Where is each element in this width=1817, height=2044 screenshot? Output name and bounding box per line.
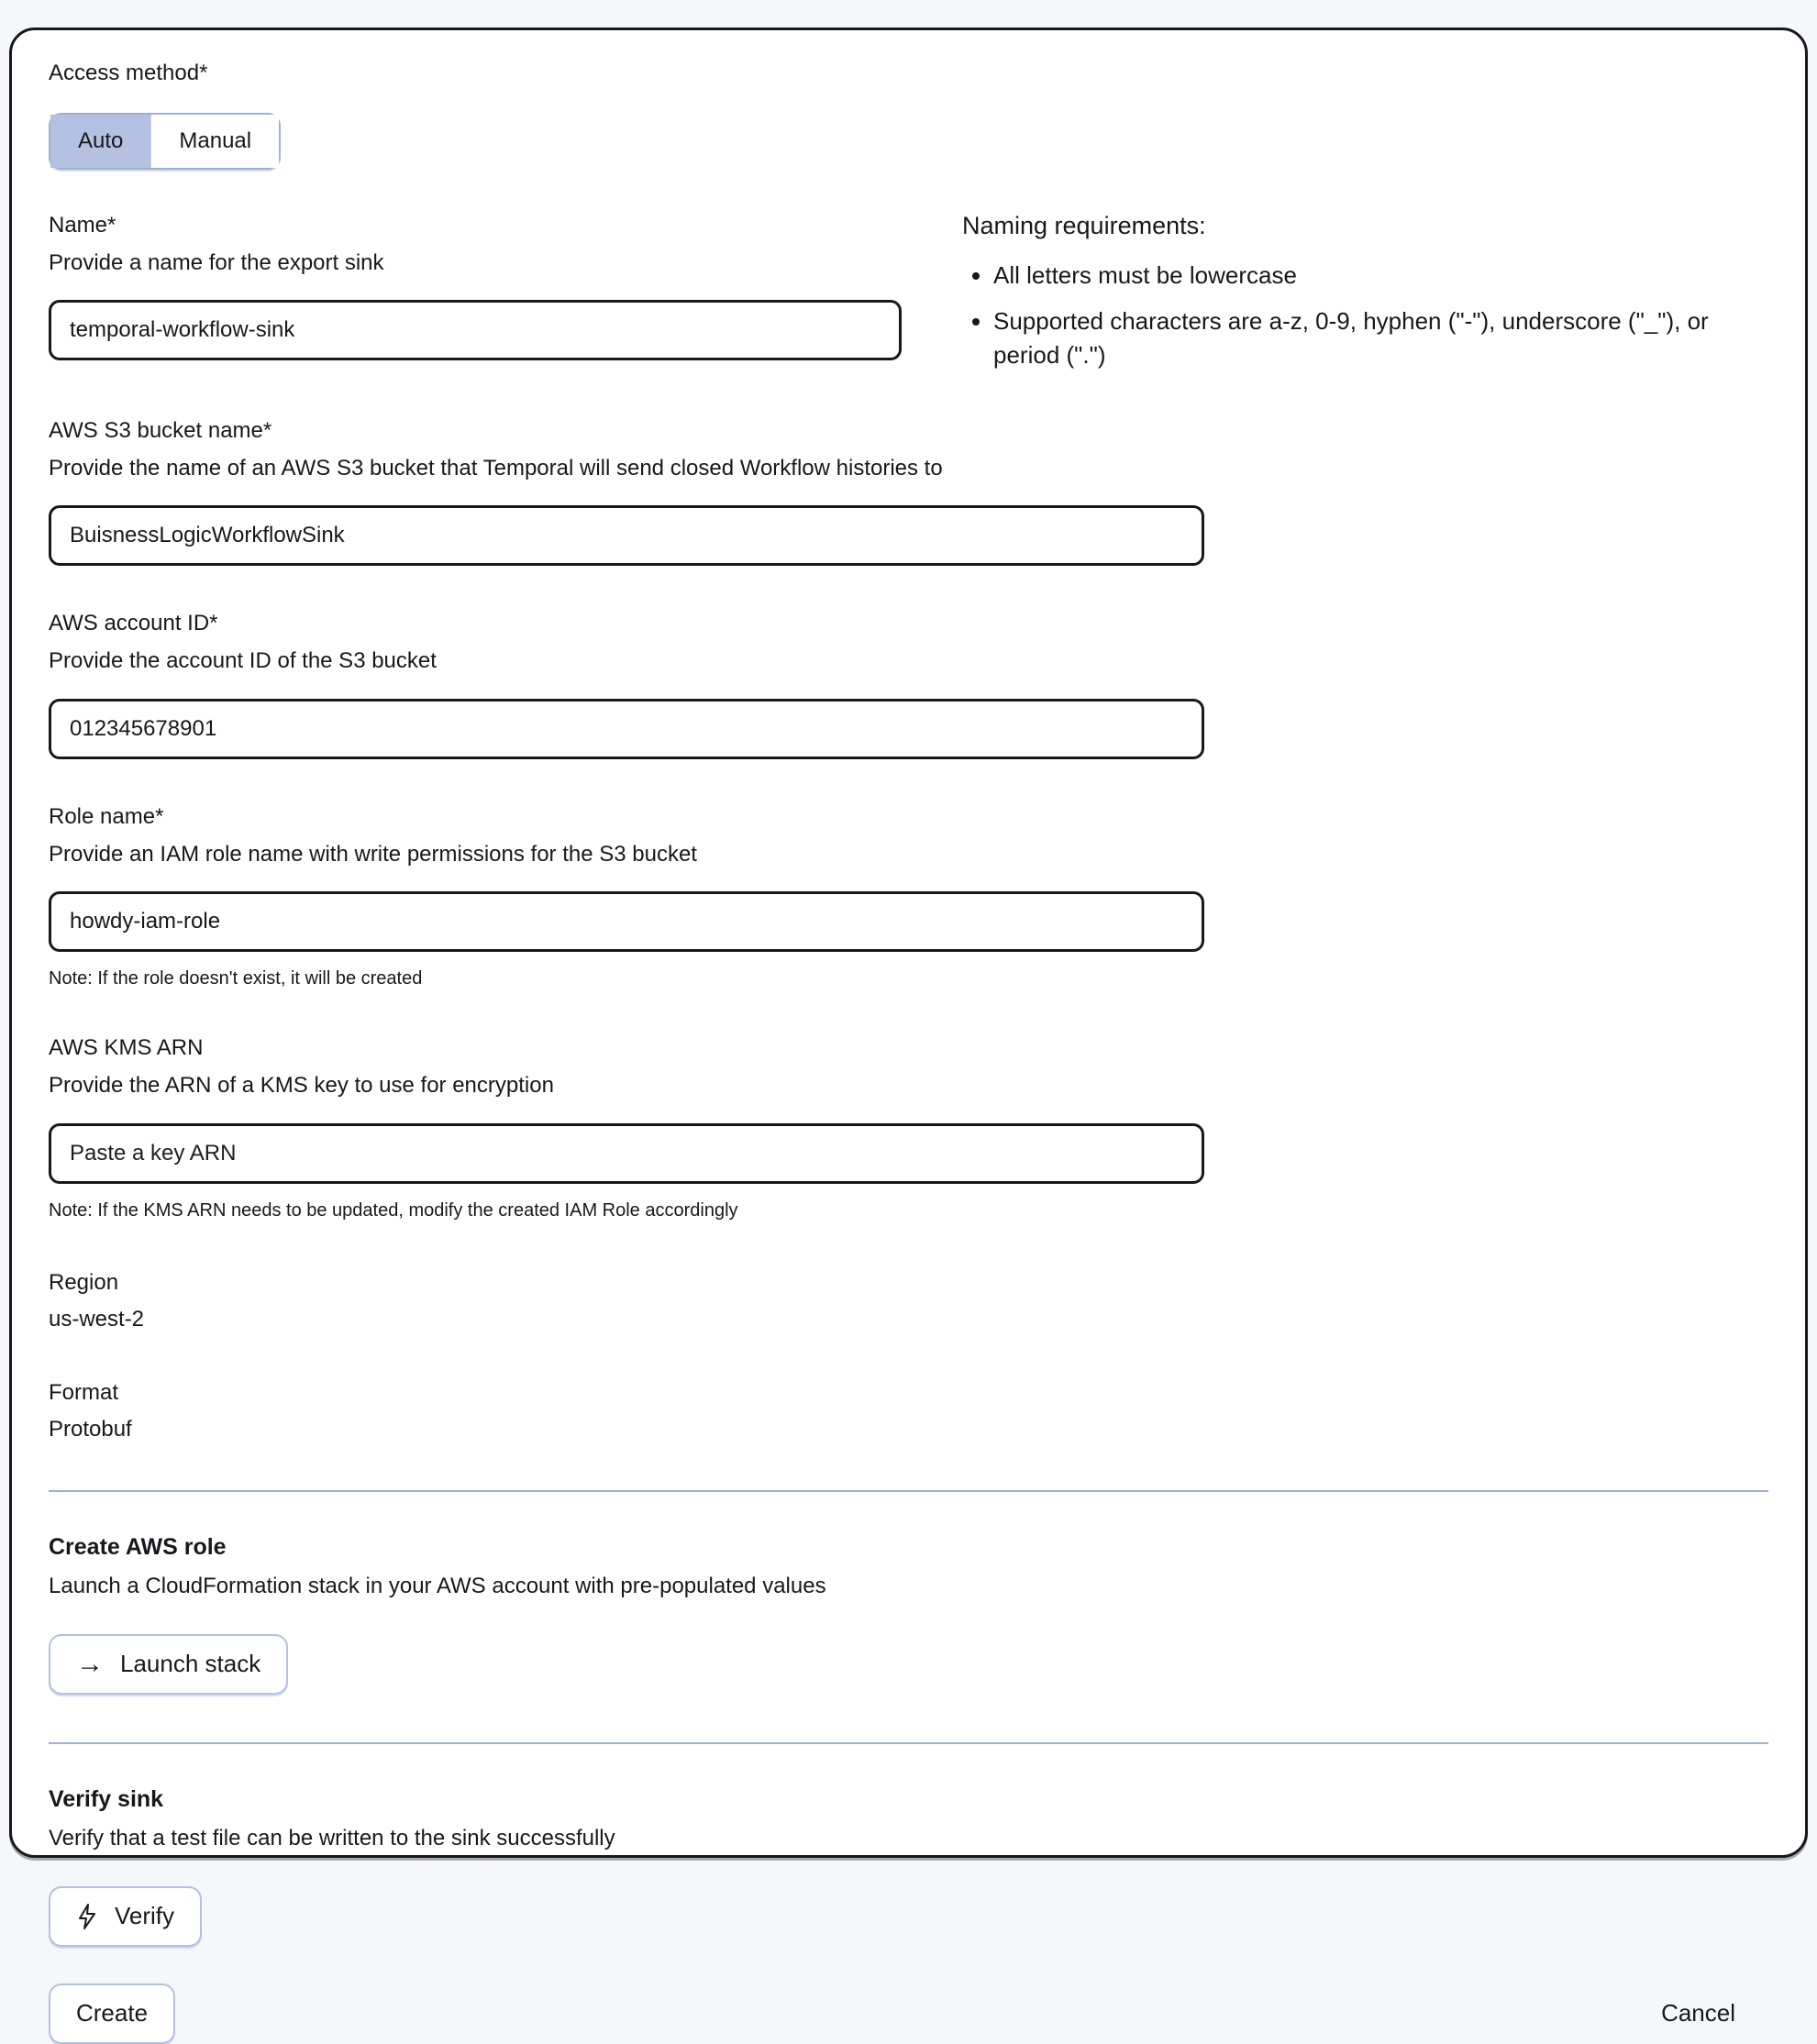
- format-label: Format: [49, 1379, 119, 1405]
- verify-button[interactable]: [49, 1886, 202, 1947]
- account-id-label: AWS account ID*: [49, 611, 218, 636]
- access-method-toggle: [49, 113, 281, 170]
- name-input[interactable]: [49, 300, 902, 360]
- format-value: Protobuf: [49, 1416, 132, 1442]
- s3-bucket-label: AWS S3 bucket name*: [49, 418, 272, 444]
- role-name-note: Note: If the role doesn't exist, it will be created: [49, 968, 423, 989]
- divider: [49, 1490, 1768, 1492]
- naming-requirement-item: • Supported characters are a-z, 0-9, hyphen ("-"), underscore ("_"), or period ("."): [993, 304, 1768, 373]
- format-readonly-group: [49, 1380, 1768, 1442]
- region-value: us-west-2: [49, 1306, 145, 1331]
- s3-bucket-input[interactable]: [49, 505, 1204, 566]
- create-button[interactable]: [49, 1983, 175, 2044]
- account-id-field-group: [49, 610, 1768, 758]
- kms-arn-label: AWS KMS ARN: [49, 1035, 204, 1061]
- verify-sink-description: Verify that a test file can be written to the sink successfully: [49, 1825, 615, 1851]
- verify-sink-title: Verify sink: [49, 1785, 164, 1812]
- form-footer: [49, 1983, 1768, 2044]
- region-readonly-group: [49, 1270, 1768, 1332]
- naming-requirements: [962, 212, 1768, 373]
- name-label: Name*: [49, 213, 116, 238]
- naming-requirements-title: Naming requirements:: [962, 212, 1206, 239]
- naming-requirement-item: • All letters must be lowercase: [993, 259, 1768, 293]
- role-name-input[interactable]: [49, 891, 1204, 952]
- divider: [49, 1742, 1768, 1744]
- kms-arn-field-group: [49, 1034, 1768, 1221]
- verify-button-label: Verify: [115, 1902, 175, 1930]
- kms-arn-note: Note: If the KMS ARN needs to be updated, modify the created IAM Role accordingly: [49, 1199, 738, 1221]
- cancel-button[interactable]: Cancel: [1656, 1998, 1741, 2028]
- access-method-label: Access method*: [49, 61, 208, 85]
- launch-stack-button[interactable]: [49, 1634, 288, 1695]
- s3-bucket-field-group: [49, 417, 1768, 566]
- kms-arn-input[interactable]: [49, 1123, 1204, 1184]
- arrow-right-icon: →: [76, 1648, 104, 1679]
- lightning-icon: [76, 1903, 98, 1930]
- access-method-option-auto[interactable]: Auto: [50, 115, 150, 168]
- create-aws-role-title: Create AWS role: [49, 1533, 227, 1560]
- role-name-label: Role name*: [49, 803, 164, 829]
- account-id-input[interactable]: [49, 699, 1204, 759]
- create-button-label: Create: [76, 1999, 149, 2027]
- region-label: Region: [49, 1269, 119, 1295]
- account-id-description: Provide the account ID of the S3 bucket: [49, 648, 437, 674]
- launch-stack-button-label: Launch stack: [120, 1650, 261, 1678]
- role-name-field-group: [49, 803, 1768, 990]
- name-and-requirements-row: [49, 212, 1768, 373]
- s3-bucket-description: Provide the name of an AWS S3 bucket that Temporal will send closed Workflow histories to: [49, 456, 943, 481]
- create-aws-role-description: Launch a CloudFormation stack in your AWS account with pre-populated values: [49, 1573, 826, 1598]
- role-name-description: Provide an IAM role name with write permissions for the S3 bucket: [49, 841, 697, 867]
- kms-arn-description: Provide the ARN of a KMS key to use for encryption: [49, 1073, 554, 1099]
- naming-requirements-list: [962, 259, 1768, 373]
- access-method-option-manual[interactable]: Manual: [150, 115, 279, 168]
- export-sink-form: [9, 28, 1808, 2027]
- name-description: Provide a name for the export sink: [49, 250, 384, 275]
- name-field-group: [49, 212, 902, 360]
